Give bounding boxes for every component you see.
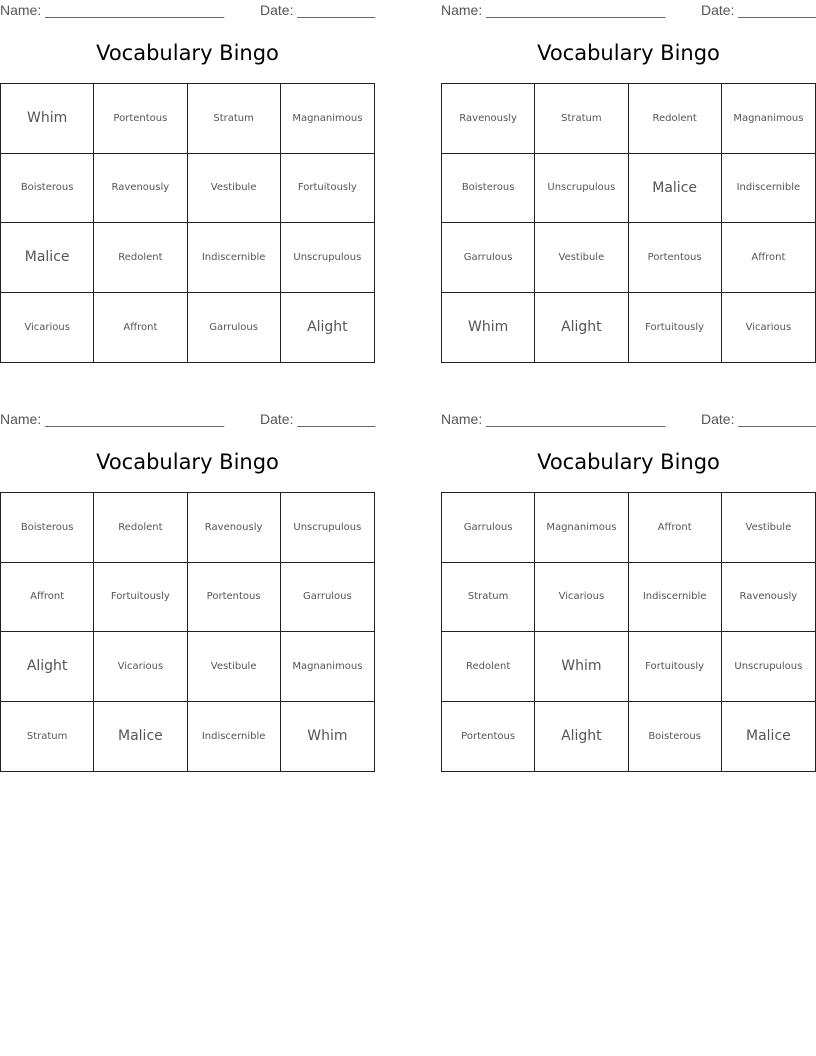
bingo-cell: Fortuitously: [94, 563, 187, 633]
bingo-cell: Redolent: [94, 493, 187, 563]
bingo-cell: Alight: [1, 632, 94, 702]
bingo-grid: [441, 492, 816, 772]
bingo-cell: Indiscernible: [722, 154, 815, 224]
bingo-cell: Indiscernible: [188, 223, 281, 293]
bingo-cell: Vestibule: [188, 632, 281, 702]
bingo-grid: [0, 492, 375, 772]
bingo-cell: Stratum: [442, 563, 535, 633]
bingo-cell: Whim: [307, 728, 348, 745]
bingo-cell: Unscrupulous: [281, 493, 374, 563]
bingo-card: [441, 409, 816, 773]
bingo-cell: Magnanimous: [281, 84, 374, 154]
bingo-cell: Redolent: [629, 84, 722, 154]
bingo-cell: Portentous: [629, 223, 722, 293]
card-title: Vocabulary Bingo: [537, 41, 720, 65]
card-title: Vocabulary Bingo: [96, 41, 279, 65]
bingo-cell: Indiscernible: [188, 702, 281, 772]
bingo-cell: Vestibule: [188, 154, 281, 224]
bingo-grid: [441, 83, 816, 363]
bingo-cell: Magnanimous: [722, 84, 815, 154]
name-field-line: Name: _______________________: [441, 411, 666, 427]
bingo-cell: Fortuitously: [629, 293, 722, 363]
bingo-cell: Portentous: [94, 84, 187, 154]
bingo-cell: Redolent: [94, 223, 187, 293]
bingo-cell: Malice: [629, 154, 722, 224]
bingo-cell: Stratum: [1, 702, 94, 772]
bingo-cell: Vicarious: [94, 632, 187, 702]
bingo-cell: Affront: [94, 293, 187, 363]
bingo-cell: Portentous: [188, 563, 281, 633]
bingo-cell: Indiscernible: [629, 563, 722, 633]
bingo-cell: Whim: [535, 632, 628, 702]
bingo-cell: Ravenously: [722, 563, 815, 633]
date-field-line: Date: __________: [260, 411, 376, 427]
name-field-line: Name: _______________________: [441, 2, 666, 18]
bingo-cell: Ravenously: [442, 84, 535, 154]
bingo-cell: Boisterous: [1, 154, 94, 224]
bingo-cell: Vicarious: [1, 293, 94, 363]
bingo-cell: Vicarious: [535, 563, 628, 633]
date-field-line: Date: __________: [701, 411, 816, 427]
name-field-line: Name: _______________________: [0, 411, 225, 427]
bingo-cell: Malice: [94, 702, 187, 772]
card-title: Vocabulary Bingo: [96, 450, 279, 474]
bingo-cell: Fortuitously: [629, 632, 722, 702]
bingo-cell: Redolent: [442, 632, 535, 702]
bingo-cell: Whim: [442, 293, 535, 363]
bingo-cell: Whim: [1, 84, 94, 154]
bingo-cell: Malice: [1, 223, 94, 293]
bingo-cell: Affront: [629, 493, 722, 563]
bingo-cell: Malice: [746, 728, 791, 745]
bingo-cell: Stratum: [188, 84, 281, 154]
bingo-cell: Affront: [1, 563, 94, 633]
bingo-card: [0, 0, 376, 364]
date-field-line: Date: __________: [260, 2, 376, 18]
bingo-cell: Garrulous: [281, 563, 374, 633]
bingo-cell: Garrulous: [188, 293, 281, 363]
bingo-cell: Boisterous: [629, 702, 722, 772]
bingo-cell: Vicarious: [745, 321, 792, 333]
bingo-cell: Vestibule: [535, 223, 628, 293]
bingo-cell: Stratum: [535, 84, 628, 154]
bingo-cell: Magnanimous: [281, 632, 374, 702]
bingo-cell: Ravenously: [94, 154, 187, 224]
bingo-cell: Affront: [722, 223, 815, 293]
bingo-cell: Fortuitously: [281, 154, 374, 224]
bingo-cell: Alight: [535, 293, 628, 363]
bingo-cell: Boisterous: [442, 154, 535, 224]
bingo-cell: Alight: [535, 702, 628, 772]
bingo-cell: Ravenously: [188, 493, 281, 563]
bingo-cell: Unscrupulous: [722, 632, 815, 702]
bingo-cell: Unscrupulous: [281, 223, 374, 293]
bingo-cell: Garrulous: [442, 493, 535, 563]
bingo-cell: Magnanimous: [535, 493, 628, 563]
bingo-cell: Boisterous: [1, 493, 94, 563]
bingo-cell: Vestibule: [722, 493, 815, 563]
card-title: Vocabulary Bingo: [537, 450, 720, 474]
bingo-cell: Alight: [307, 319, 348, 336]
name-field-line: Name: _______________________: [0, 2, 225, 18]
bingo-cell: Garrulous: [442, 223, 535, 293]
bingo-cell: Portentous: [442, 702, 535, 772]
bingo-card: [441, 0, 816, 364]
bingo-grid: [0, 83, 375, 363]
date-field-line: Date: __________: [701, 2, 816, 18]
bingo-cell: Unscrupulous: [535, 154, 628, 224]
bingo-card: [0, 409, 376, 773]
